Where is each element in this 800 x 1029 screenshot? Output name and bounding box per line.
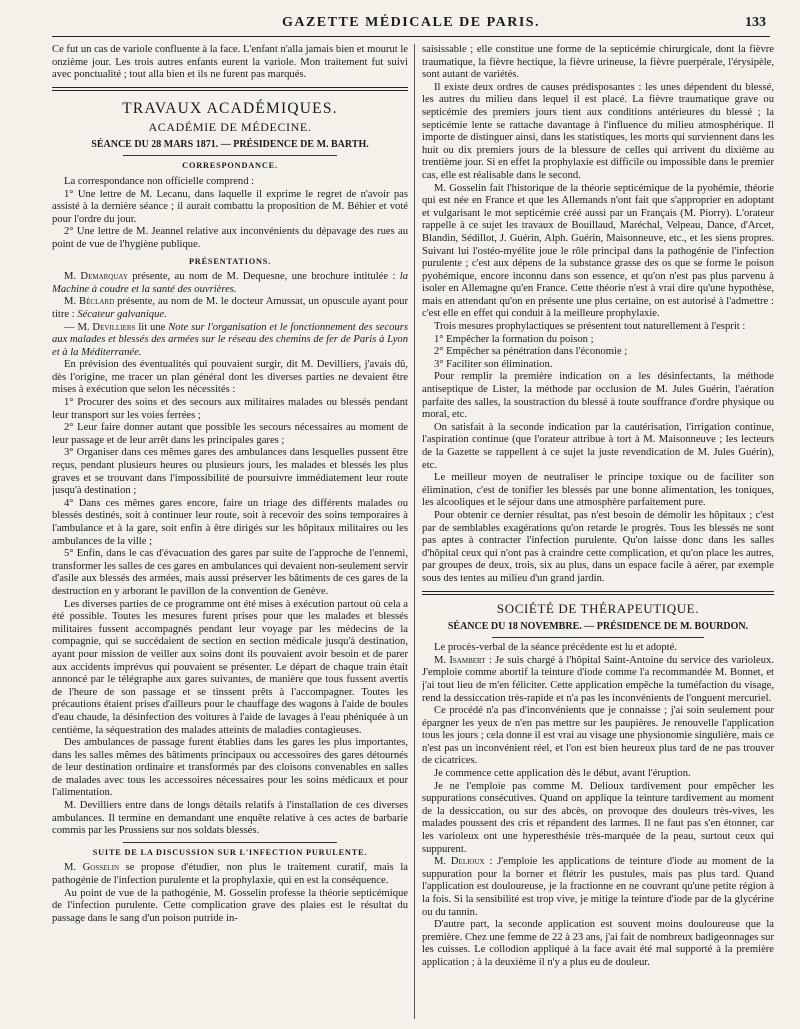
paragraph: Ce fut un cas de variole confluente à la face. L'enfant n'alla jamais bien et mourut le onzième jour. Les trois autres enfants eurent la variole. Mon traitement fut suivi avec ponctualité ; tout alla bien et ils ne furent pas marqués.: [52, 44, 408, 81]
title-italic: la Machine à coudre et la santé des ouvrières.: [52, 271, 408, 295]
paragraph: Les diverses parties de ce programme ont été mises à exécution partout où cela a été possible. Toutes les mesures furent prises pour que les malades et blessés militaires fussent accompagnés pendant leur voyage par les médecins de la compagnie, qui se succédaient de section en section médicale jusqu'à destination, ayant pour mission de veiller aux soins dont ils pouvaient avoir besoin et de parer aux accidents imprévus qui pouvaient se présenter. Le départ de chaque train était annoncé par le télégraphe aux gares suivantes, de manière que tous fussent avertis de l'heure de son passage et se tinssent prêts à l'accompagner. Toutes les précautions étaient prises d'ailleurs pour le chauffage des wagons à l'aide de boules d'eau chaude, la désinfection des voitures à l'aide de lavages à l'eau phéniquée à un centième, la séquestration des malades atteints de maladies contagieuses.: [52, 598, 408, 736]
paragraph: Le meilleur moyen de neutraliser le principe toxique ou de faciliter son élimination, c'est de tonifier les blessés par une bonne alimentation, les toniques, les alcooliques et le séjour dans une atmosphère parfaitement pure.: [422, 472, 774, 509]
paragraph: [52, 322, 408, 360]
column-divider: [414, 44, 415, 1019]
paragraph: [52, 862, 408, 887]
paragraph: Le procès-verbal de la séance précédente est lu et adopté.: [434, 642, 677, 654]
paragraph: En prévision des éventualités qui pouvaient surgir, dit M. Devilliers, j'avais dû, dès l'origine, me tracer un plan général dont les diverses parties ne devaient être mises à exécution que selon les nécessités :: [52, 359, 408, 396]
paragraph: 1° Une lettre de M. Lecanu, dans laquelle il exprime le regret de n'avoir pas assisté à la dernière séance ; il aurait combattu la proposition de M. Béhier et voté pour l'ordre du jour.: [52, 188, 408, 225]
speaker-name: M. Isambert: [434, 654, 486, 666]
list-item: 4° Dans ces mêmes gares encore, faire un triage des différents malades ou blessés destinés, soit à continuer leur route, soit à recevoir des soins temporaires à l'ambulance et à la gare, soit enfin à être dirigés sur les hôpitaux militaires ou les ambulances de la ville ;: [52, 497, 408, 547]
double-rule: [422, 591, 774, 595]
list-item: 3° Faciliter son élimination.: [434, 358, 553, 370]
speaker-name: — M. Devilliers: [64, 321, 136, 333]
text: : Je suis chargé à l'hôpital Saint-Antoine du service des varioleux. J'emploie comme abortif la teinture d'iode comme l'a recommandée M. Bonnet, et j'ai tout lieu de m'en féliciter. Cette application empêche la tuméfaction du visage, rend la dessiccation très-rapide et n'a pas les inconvénients de l'onguent mercuriel.: [422, 654, 774, 704]
title-italic: Note sur l'organisation et le fonctionnement des secours aux malades et blessés des armées sur le réseau des chemins de fer de Paris à Lyon et à la Méditerranée.: [52, 321, 408, 358]
paragraph: Pour obtenir ce dernier résultat, pas n'est besoin de démolir les hôpitaux ; c'est par de semblables exagérations qu'on retarde le progrès. Tous les blessés ne sont pas aptes à contracter l'infection purulente. Qu'on laisse donc dans les salles d'hôpital ceux qui n'ont pas à craindre cette complication, et qu'on place les autres, par groupes de deux, trois, six au plus, dans un espace facile à aérer, par exemple sous des tentes au milieu d'un grand jardin.: [422, 509, 774, 584]
paragraph: Je ne l'emploie pas comme M. Delioux tardivement pour empêcher les suppurations consécutives. Quand on applique la teinture tardivement au moment de la dessiccation, ou sur des abcès, on provoque des douleurs très-vives, les malades poussent des cris et répandent des larmes. Il ne faut pas s'en étonner, car les varioleux ont une hyperesthésie très-marquée de la peau, surtout ceux qui suppurent.: [422, 780, 774, 855]
paragraph: Pour remplir la première indication on a les désinfectants, la méthode antiseptique de Lister, la méthode par occlusion de M. Jules Guérin, l'aération parfaite des salles, la soustraction du blessé à toute souffrance d'ordre physique ou moral, etc.: [422, 371, 774, 421]
paragraph: [422, 655, 774, 705]
text: : J'emploie les applications de teinture d'iode au moment de la suppuration pour la borner et flétrir les pustules, mais pas plus tard. Quand l'application est douloureuse, je la fractionne en ne couvrant qu'une petite région à la fois. Si la sensibilité est trop vive, je mitige la teinture d'iode par de la glycérine ou du tannin.: [422, 856, 774, 918]
subheading-suite: SUITE DE LA DISCUSSION SUR L'INFECTION PURULENTE.: [92, 847, 368, 857]
page-number: 133: [745, 15, 766, 30]
list-item: 1° Empêcher la formation du poison ;: [434, 333, 594, 345]
text: lit une: [135, 321, 169, 333]
subheading-correspondance: CORRESPONDANCE.: [182, 161, 278, 171]
section-title: SOCIÉTÉ DE THÉRAPEUTIQUE.: [496, 600, 700, 616]
title-italic: Sécateur galvanique.: [77, 308, 167, 320]
text: présente, au nom de M. Dequesne, une brochure intitulée :: [127, 271, 400, 283]
paragraph: La correspondance non officielle comprend :: [64, 175, 255, 187]
rule: [123, 155, 337, 156]
speaker-name: M. Delioux: [434, 856, 485, 868]
seance-line: SÉANCE DU 28 MARS 1871. — PRÉSIDENCE DE M. BARTH.: [91, 138, 369, 150]
list-item: 2° Empêcher sa pénétration dans l'économie ;: [434, 346, 628, 358]
subheading-presentations: PRÉSENTATIONS.: [188, 256, 272, 266]
journal-title: GAZETTE MÉDICALE DE PARIS.: [281, 15, 541, 30]
paragraph: M. Gosselin fait l'historique de la théorie septicémique de la pyohémie, théorie qui est née en France et que les Allemands n'ont fait que s'approprier en adoptant et vulgarisant le mot septicémie créé aussi par un Français (M. Piorry). L'orateur rappelle à ce sujet les travaux de Bouillaud, Maréchal, Velpeau, Dance, d'Arcet, Blandin, Sédillot, J. Guérin, Alph. Guérin, Maisonneuve, etc., et les siens propres. Suivant lui l'ostéo-myélite joue le rôle principal dans la pathogénie de l'infection purulente ; c'est aux dépens de la substance grasse des os que se forme le poison pyohémique, encore inconnu dans son essence, et qu'on n'est pas plus parvenu à isoler en Allemagne qu'en France. Cette théorie n'est à vrai dire qu'une hypothèse, mais en attendant qu'on en présente une plus certaine, on est autorisé à l'admettre : c'est elle en effet qui conduit à la meilleure prophylaxie.: [422, 182, 774, 320]
list-item: 5° Enfin, dans le cas d'évacuation des gares par suite de l'approche de l'ennemi, transformer les salles de ces gares en ambulances qui devaient non-seulement servir d'asile aux blessés des armées, mais aussi préserver les bâtiments de ces gares de la destruction en y arborant le pavillon de la convention de Genève.: [52, 548, 408, 597]
speaker-name: M. Gosselin: [64, 862, 120, 874]
rule: [123, 842, 337, 843]
paragraph: Je commence cette application dès le début, avant l'éruption.: [434, 768, 691, 780]
text: présente, au nom de M. le docteur Amussat, un opuscule ayant pour titre :: [52, 296, 408, 320]
text: se propose d'étudier, non plus le traitement curatif, mais la pathogénie de l'infection purulente et la prophylaxie, qui en est la conséquence.: [52, 862, 408, 887]
paragraph: saisissable ; elle constitue une forme de la septicémie chirurgicale, dont la fièvre traumatique, la fièvre hectique, la fièvre urineuse, la fièvre puerpérale, l'érysipèle, sont autant de variétés.: [422, 44, 774, 81]
double-rule: [52, 87, 408, 91]
list-item: 2° Leur faire donner autant que possible les secours nécessaires au moment de leur passage et de leur arrêt dans les principales gares ;: [52, 422, 408, 446]
paragraph: D'autre part, la seconde application est souvent moins douloureuse que la première. Chez une femme de 22 à 23 ans, j'ai fait de nombreux badigeonnages sur les cuisses. Le collodion appliqué à la face avait été mal supporté à la première application ; à la deuxième il n'y a plus eu de douleur.: [422, 919, 774, 968]
speaker-name: M. Béclard: [64, 296, 115, 308]
page-header: [52, 10, 770, 37]
list-item: 3° Organiser dans ces mêmes gares des ambulances dans lesquelles pussent être reçus, pendant plusieurs heures ou plusieurs jours, les malades et blessés les plus graves et se trouvant dans l'impossibilité de poursuivre immédiatement leur route jusqu'à destination ;: [52, 447, 408, 497]
right-column: [422, 44, 774, 1024]
section-title: TRAVAUX ACADÉMIQUES.: [122, 99, 338, 117]
paragraph: [52, 271, 408, 296]
paragraph: On satisfait à la seconde indication par la cautérisation, l'irrigation continue, l'aspiration continue (que l'orateur attribue à tort à M. Maisonneuve ; les lecteurs de la Gazette se rappellent à ce sujet la juste revendication de M. Jules Guérin), etc.: [422, 421, 774, 471]
left-column: [52, 44, 408, 1024]
rule: [492, 637, 703, 638]
section-subtitle: ACADÉMIE DE MÉDECINE.: [148, 119, 312, 134]
seance-line: SÉANCE DU 18 NOVEMBRE. — PRÉSIDENCE DE M. BOURDON.: [447, 620, 749, 632]
paragraph: [422, 856, 774, 919]
paragraph: [52, 296, 408, 321]
speaker-name: M. Demarquay: [64, 271, 128, 283]
list-item: 1° Procurer des soins et des secours aux militaires malades ou blessés pendant leur transport sur les voies ferrées ;: [52, 397, 408, 421]
paragraph: M. Devilliers entre dans de longs détails relatifs à l'installation de ces diverses ambulances. Il termine en demandant une enquête relative à ces actes de barbarie commis par les Prussiens sur nos soldats blessés.: [52, 800, 408, 837]
paragraph: Il existe deux ordres de causes prédisposantes : les unes dépendent du blessé, les autres du milieu dans lequel il est placé. La fièvre traumatique grave ou septicémie des premiers jours tient aux conditions antérieures du blessé ; la septicémie lente se rattache davantage à l'influence du milieu atmosphérique. Il importe de distinguer ainsi, dans les statistiques, les morts qui surviennent dans les huit ou dix premiers jours de la blessure de celles qui arrivent du dixième au trentième jour. Si en effet la prophylaxie est difficile ou impossible dans le premier cas, elle est réalisable dans le second.: [422, 81, 774, 181]
paragraph: Trois mesures prophylactiques se présentent tout naturellement à l'esprit :: [434, 321, 746, 333]
paragraph: Ce procédé n'a pas d'inconvénients que je connaisse ; j'ai soin seulement pour épargner les yeux de n'en pas mettre sur les paupières. Je renouvelle l'application tous les jours ; cela donne il est vrai au visage une physionomie singulière, mais ce n'est pas un inconvénient réel, et l'on est bien heureux plus tard de ne pas trouver de cicatrices.: [422, 705, 774, 767]
paragraph: 2° Une lettre de M. Jeannel relative aux inconvénients du dépavage des rues au point de vue de l'hygiène publique.: [52, 226, 408, 250]
paragraph: Au point de vue de la pathogénie, M. Gosselin professe la théorie septicémique de l'infection purulente. Cette complication grave des plaies est le résultat du passage dans le sang d'un poison putride in-: [52, 887, 408, 924]
paragraph: Des ambulances de passage furent établies dans les gares les plus importantes, dans les salles mêmes des bâtiments principaux ou accessoires des gares détournés de leur destination ordinaire et transformés par des cloisons convenables en salles de malades avec tous les accessoires nécessaires pour les soins médicaux et pour l'alimentation.: [52, 737, 408, 799]
